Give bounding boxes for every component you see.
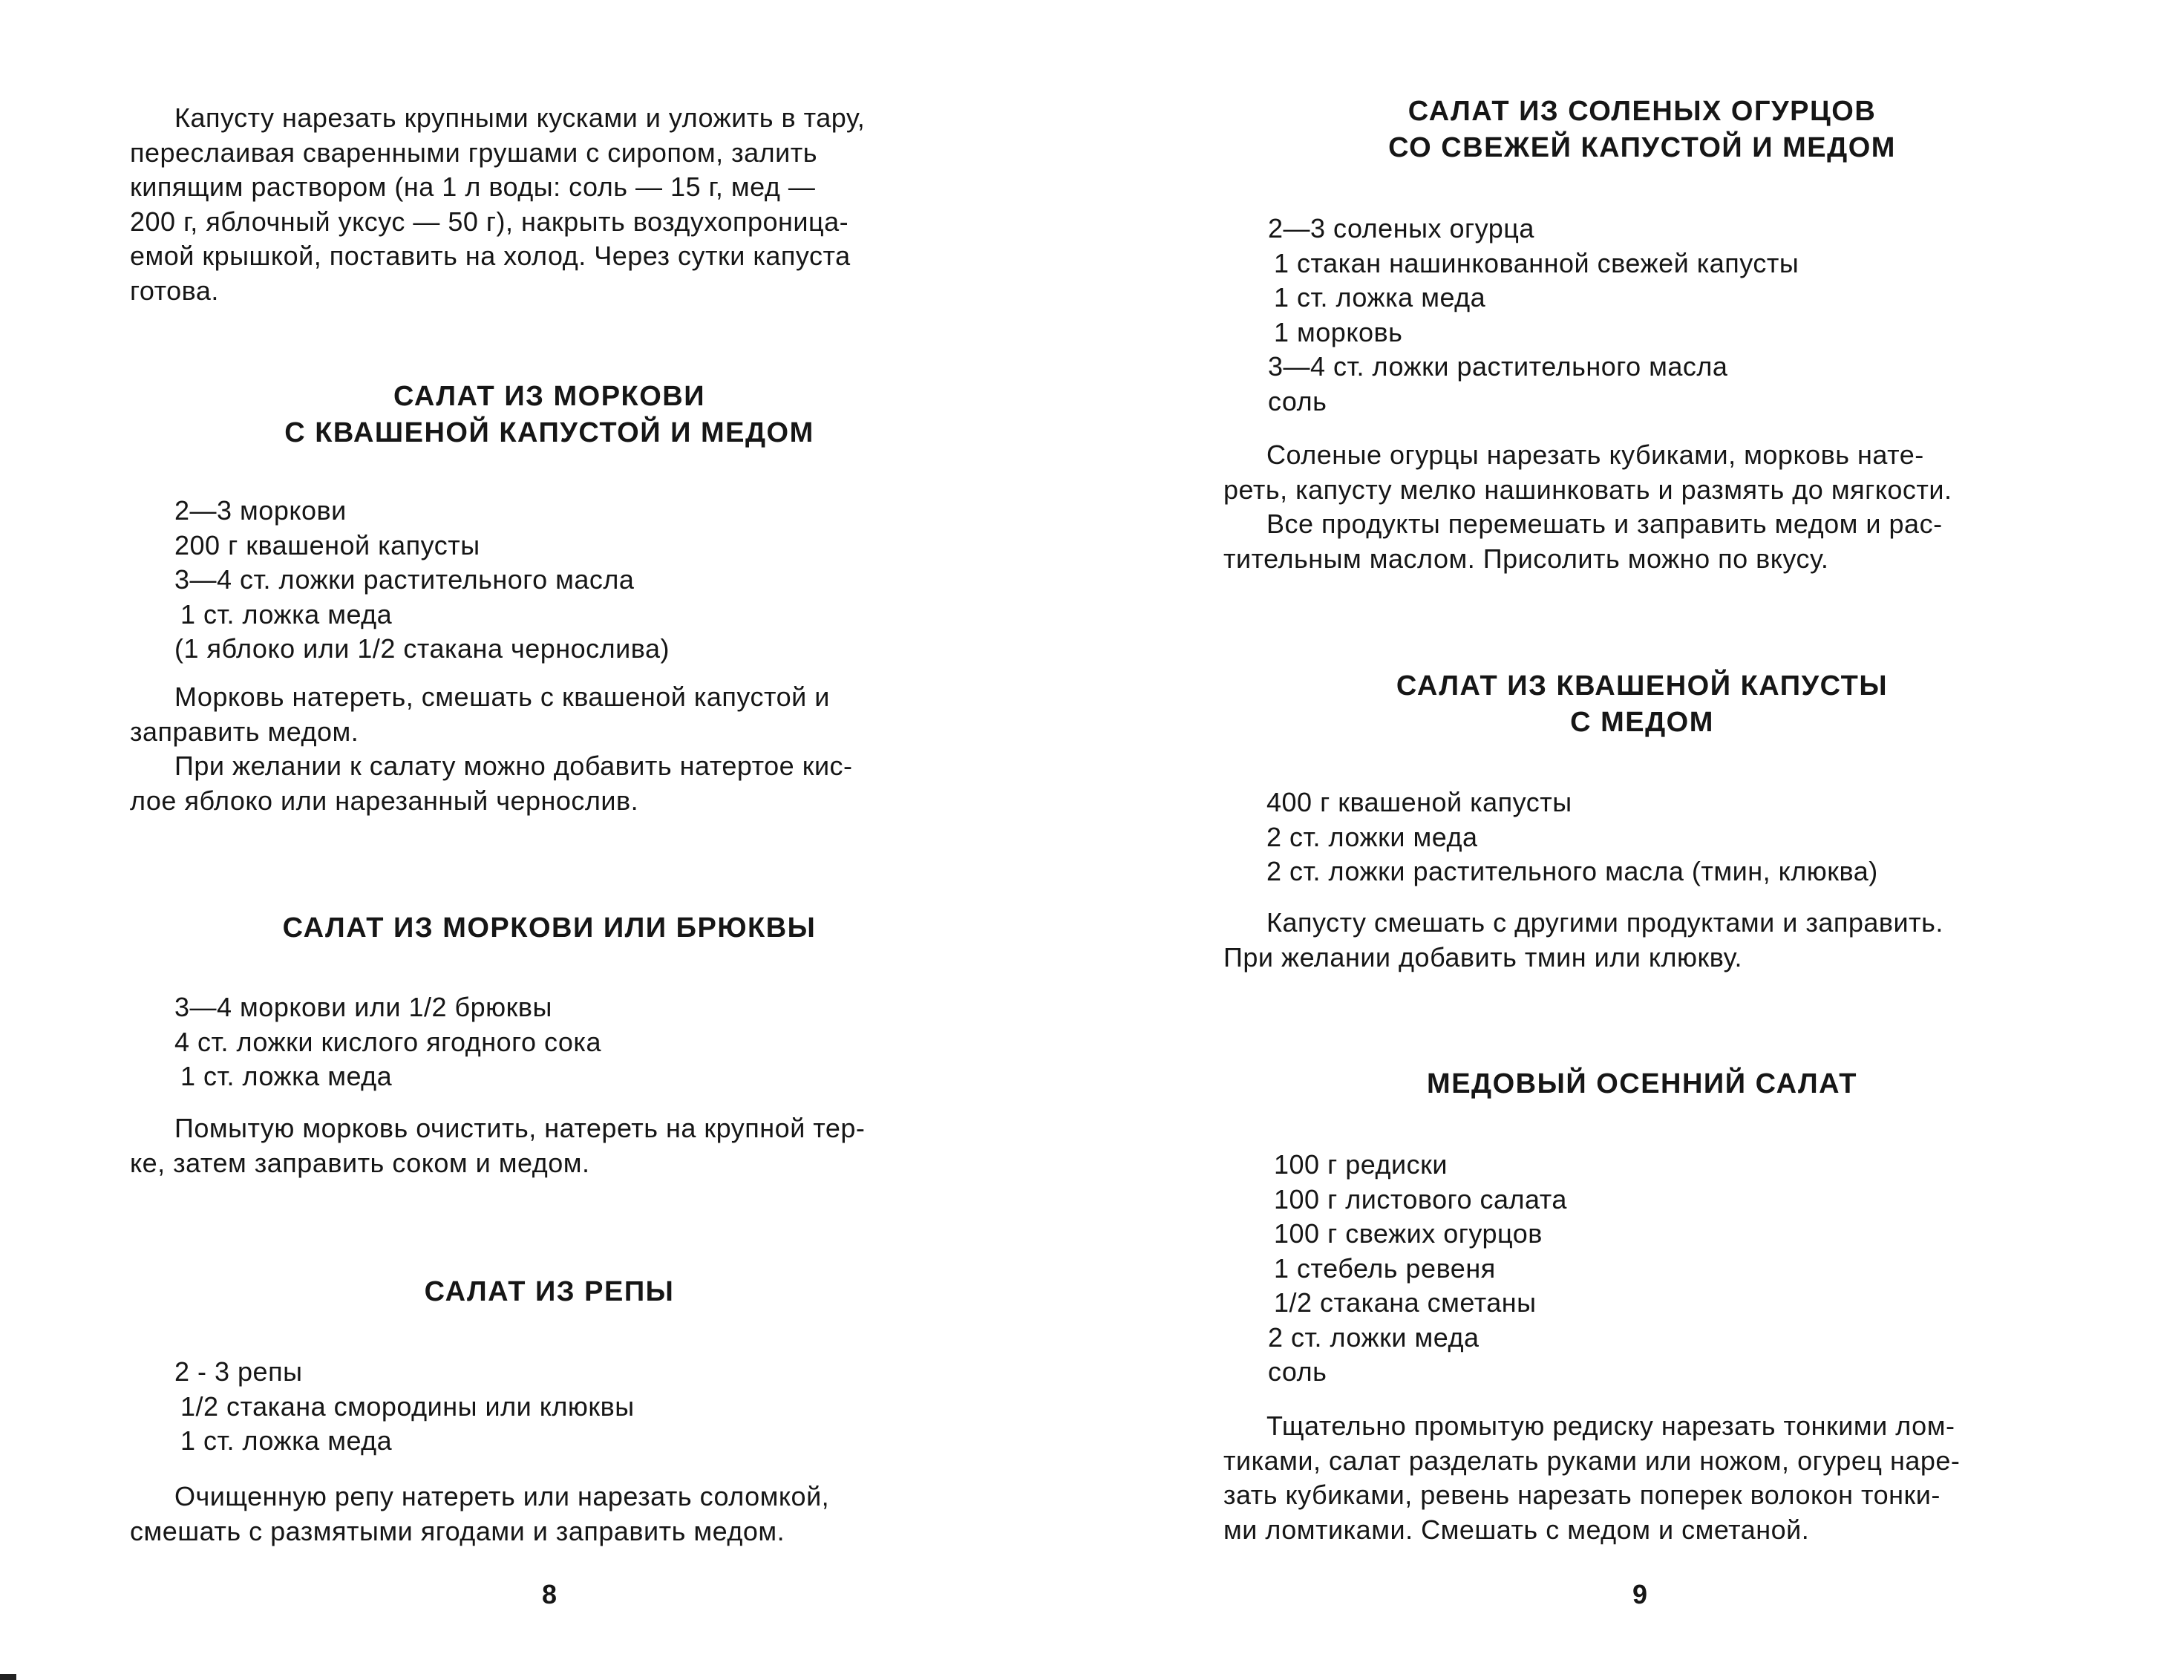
- text-line: ми ломтиками. Смешать с медом и сметаной.: [1223, 1514, 1810, 1545]
- ingredient-item: 1/2 стакана смородины или клюквы: [180, 1390, 635, 1422]
- text-line: При желании к салату можно добавить натертое кис-: [174, 751, 853, 781]
- ingredient-item: 4 ст. ложки кислого ягодного сока: [174, 1026, 601, 1057]
- ingredient-item: 1 стакан нашинкованной свежей капусты: [1274, 247, 1799, 278]
- title-line: МЕДОВЫЙ ОСЕННИЙ САЛАТ: [1427, 1068, 1857, 1099]
- right-page: [1223, 0, 2061, 1680]
- ingredient-item: 2 - 3 репы: [174, 1356, 303, 1387]
- ingredient-item: соль: [1268, 1356, 1327, 1387]
- ingredient-item: 1 стебель ревеня: [1274, 1252, 1496, 1284]
- instruction-paragraph: [130, 1111, 969, 1180]
- text-line: ке, затем заправить соком и медом.: [130, 1147, 590, 1178]
- ingredient-item: 100 г листового салата: [1274, 1183, 1567, 1215]
- ingredient-item: 2—3 соленых огурца: [1268, 213, 1534, 243]
- instruction-paragraph: [130, 1480, 969, 1549]
- title-line: САЛАТ ИЗ СОЛЕНЫХ ОГУРЦОВ: [1407, 96, 1877, 127]
- scan-edge-mark: [0, 1674, 16, 1680]
- text-line: зать кубиками, ревень нарезать поперек волокон тонки-: [1223, 1480, 1941, 1510]
- ingredient-item: 3—4 ст. ложки растительного масла: [174, 564, 635, 595]
- text-line: 200 г, яблочный уксус — 50 г), накрыть воздухопроница-: [130, 206, 849, 237]
- ingredient-list: [1268, 1148, 1567, 1390]
- ingredient-item: (1 яблоко или 1/2 стакана чернослива): [174, 633, 670, 664]
- text-line: Капусту смешать с другими продуктами и заправить.: [1266, 907, 1943, 938]
- ingredient-item: 1 ст. ложка меда: [180, 598, 393, 630]
- left-page: [130, 0, 969, 1680]
- text-line: Помытую морковь очистить, натереть на крупной тер-: [174, 1113, 866, 1143]
- ingredient-item: 1 ст. ложка меда: [180, 1061, 393, 1091]
- ingredient-item: 2—3 моркови: [174, 495, 347, 526]
- recipe-title-turnip: [130, 1274, 969, 1310]
- ingredient-list: [174, 990, 601, 1094]
- instruction-paragraph: [1223, 906, 2061, 975]
- ingredient-item: 1 ст. ложка меда: [1274, 282, 1486, 313]
- title-line: САЛАТ ИЗ КВАШЕНОЙ КАПУСТЫ: [1396, 670, 1889, 702]
- text-line: Очищенную репу натереть или нарезать соломкой,: [174, 1481, 830, 1511]
- text-line: лое яблоко или нарезанный чернослив.: [130, 785, 639, 816]
- ingredient-list: [1266, 785, 1878, 889]
- ingredient-item: 2 ст. ложки растительного масла (тмин, клюква): [1266, 856, 1878, 886]
- title-line: С МЕДОМ: [1570, 707, 1714, 738]
- ingredient-item: 1/2 стакана сметаны: [1274, 1287, 1537, 1318]
- recipe-title-carrot-rutabaga: [130, 910, 969, 947]
- text-line: Все продукты перемешать и заправить медом и рас-: [1266, 509, 1943, 539]
- text-line: тиками, салат разделать руками или ножом, огурец наре-: [1223, 1445, 1961, 1476]
- instruction-paragraph: [1223, 1409, 2061, 1547]
- ingredient-item: 100 г редиски: [1274, 1149, 1448, 1180]
- page-number: 8: [542, 1579, 558, 1609]
- ingredient-item: 1 ст. ложка меда: [180, 1425, 393, 1456]
- text-line: Соленые огурцы нарезать кубиками, морковь нате-: [1266, 439, 1924, 470]
- recipe-title-carrot-sauerkraut: [130, 379, 969, 451]
- title-line: САЛАТ ИЗ РЕПЫ: [424, 1276, 675, 1307]
- ingredient-item: 3—4 моркови или 1/2 брюквы: [174, 992, 552, 1022]
- title-line: САЛАТ ИЗ МОРКОВИ ИЛИ БРЮКВЫ: [282, 912, 817, 944]
- instruction-paragraph: [1223, 438, 2061, 507]
- text-line: При желании добавить тмин или клюкву.: [1223, 941, 1742, 973]
- instruction-paragraph: [1223, 507, 2061, 576]
- instruction-paragraph: [130, 680, 969, 749]
- title-line: СО СВЕЖЕЙ КАПУСТОЙ И МЕДОМ: [1388, 132, 1896, 163]
- ingredient-list: [174, 494, 670, 667]
- instruction-paragraph: [130, 749, 969, 818]
- ingredient-item: соль: [1268, 385, 1327, 416]
- ingredient-item: 1 морковь: [1274, 316, 1403, 347]
- text-line: Капусту нарезать крупными кусками и уложить в тару,: [174, 102, 866, 133]
- recipe-title-sauerkraut-honey: [1223, 668, 2061, 741]
- ingredient-item: 200 г квашеной капусты: [174, 529, 480, 560]
- intro-paragraph: [130, 101, 969, 308]
- ingredient-item: 2 ст. ложки меда: [1266, 821, 1478, 852]
- ingredient-item: 400 г квашеной капусты: [1266, 787, 1572, 817]
- text-line: реть, капусту мелко нашинковать и размять до мягкости.: [1223, 474, 1952, 505]
- text-line: готова.: [130, 275, 219, 306]
- page-number: 9: [1632, 1579, 1648, 1609]
- text-line: емой крышкой, поставить на холод. Через сутки капуста: [130, 241, 851, 271]
- recipe-title-honey-autumn: [1223, 1066, 2061, 1102]
- text-line: Морковь натереть, смешать с квашеной капустой и: [174, 682, 830, 712]
- text-line: Тщательно промытую редиску нарезать тонкими лом-: [1266, 1411, 1955, 1441]
- recipe-title-pickles-cabbage: [1223, 94, 2061, 166]
- text-line: кипящим раствором (на 1 л воды: соль — 15 г, мед —: [130, 171, 816, 202]
- title-line: САЛАТ ИЗ МОРКОВИ: [393, 381, 706, 412]
- ingredient-item: 100 г свежих огурцов: [1274, 1218, 1543, 1249]
- text-line: переслаивая сваренными грушами с сиропом, залить: [130, 137, 818, 168]
- ingredient-item: 3—4 ст. ложки растительного масла: [1268, 351, 1728, 382]
- text-line: тительным маслом. Присолить можно по вкусу.: [1223, 543, 1829, 574]
- text-line: заправить медом.: [130, 716, 359, 747]
- title-line: С КВАШЕНОЙ КАПУСТОЙ И МЕДОМ: [284, 417, 814, 448]
- ingredient-list: [174, 1355, 635, 1459]
- text-line: смешать с размятыми ягодами и заправить медом.: [130, 1515, 785, 1546]
- ingredient-item: 2 ст. ложки меда: [1268, 1321, 1480, 1353]
- ingredient-list: [1268, 212, 1799, 419]
